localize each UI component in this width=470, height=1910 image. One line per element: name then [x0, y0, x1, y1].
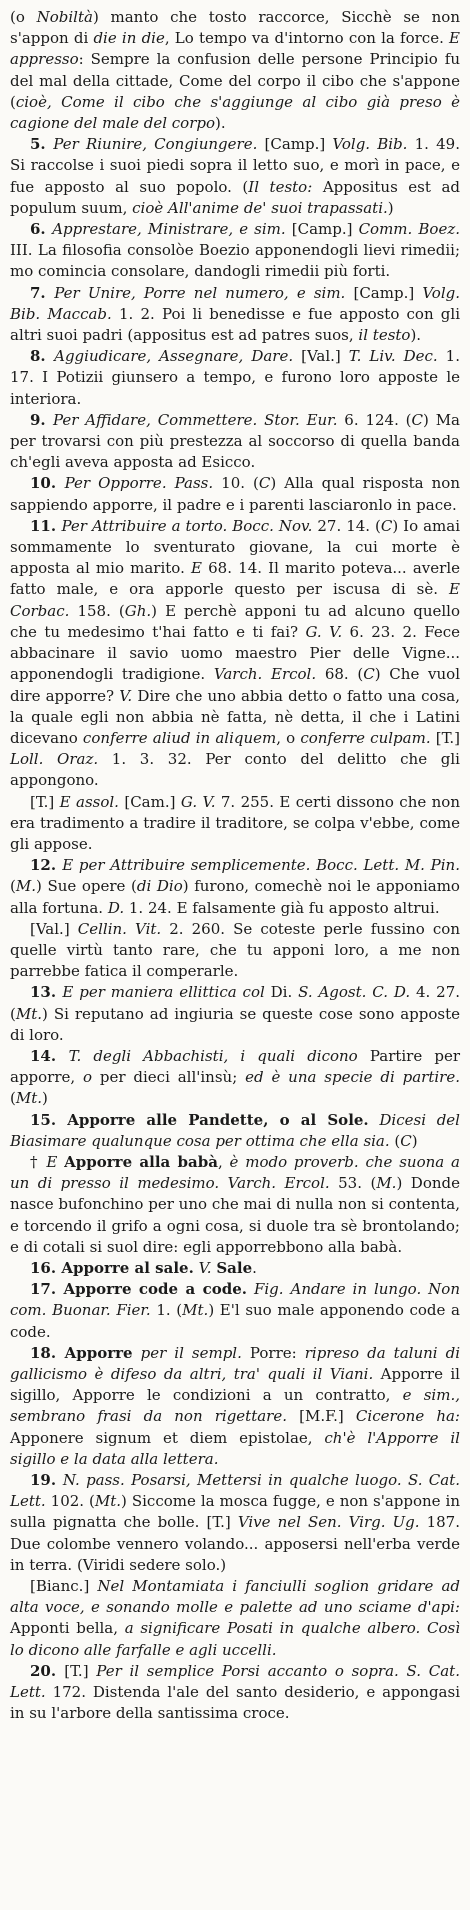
text-run [369, 1111, 380, 1129]
entry-paragraph [10, 346, 460, 410]
italic-run: conferre aliud in aliquem [82, 728, 277, 747]
lemma: Sale [216, 1258, 253, 1277]
text-run: ) Sue opere ( [36, 877, 137, 896]
text-run: 1. ( [150, 1301, 183, 1320]
italic-run: E Corbac. [10, 580, 460, 620]
entry-paragraph [10, 283, 460, 347]
text-run: Appositus est ad populum suum, [10, 177, 460, 217]
italic-run: conferre culpam. [300, 728, 431, 747]
text-run: Apporre il sigillo, Apporre le condizioni a un contratto, [10, 1365, 460, 1405]
paragraph-number: 13. [30, 983, 63, 1002]
text-run: ) Alla qual risposta non sappiendo apporre, il padre e i parenti lasciaronlo in pace. [10, 474, 460, 514]
italic-run: G. V. [180, 792, 216, 811]
italic-run: ch'è l'Apporre il sigillo e la data alla lettera. [10, 1428, 460, 1468]
italic-run: Per Riunire, Congiungere. [53, 135, 258, 154]
italic-run: C [400, 1131, 412, 1150]
text-run: [T.] [430, 728, 461, 747]
italic-run: Comm. Boez. [358, 220, 460, 239]
text-run: 1. 3. 32. Per conto del delitto che gli appongono. [10, 750, 460, 790]
italic-run: E per maniera ellittica col [62, 983, 265, 1002]
text-run: Dire che uno abbia detto o fatto una cosa, la quale egli non abbia nè fatta, nè detta, il che i Latini dicevano [10, 686, 461, 747]
italic-run: M. [376, 1174, 397, 1193]
italic-run: T. Liv. Dec. [348, 347, 438, 366]
text-run: per dieci all'insù; [92, 1068, 246, 1087]
italic-run: M. [15, 877, 36, 896]
italic-run: D. [107, 898, 125, 917]
italic-run: o [83, 1068, 93, 1087]
italic-run: Fig. Andare in lungo. Non com. Buonar. Fier. [10, 1280, 460, 1320]
paragraph-number: 7. [30, 283, 55, 302]
text-run: Porre: [241, 1343, 305, 1362]
italic-run: V. [119, 686, 133, 705]
paragraph-number: 12. [30, 856, 63, 875]
entry-paragraph [10, 1661, 460, 1725]
lemma: Apporre alla babà [64, 1152, 218, 1171]
italic-run: il testo [358, 326, 411, 345]
text-run: 172. Distenda l'ale del santo desiderio, e appongasi in su l'arbore della santissima croce. [10, 1683, 460, 1723]
text-run: [T.] [64, 1661, 97, 1680]
text-run: Partire per apporre, [10, 1046, 460, 1087]
italic-run: è modo proverb. che suona a un di presso il medesimo. Varch. Ercol. [10, 1152, 460, 1193]
text-run: ) Si reputano ad ingiuria se queste cose sono apposte di loro. [10, 1004, 460, 1044]
italic-run: Mt. [94, 1492, 122, 1511]
text-run: ) [42, 1089, 48, 1108]
text-run: III. La filosofia consolòe Boezio apponendogli lievi rimedii; mo comincia consolare, dandogli rimedii più forti. [10, 241, 460, 281]
text-run: ) E'l suo male apponendo code a code. [10, 1301, 460, 1341]
italic-run: Apprestare, Ministrare, e sim. [52, 220, 286, 239]
text-run: ( [389, 1131, 401, 1150]
italic-run: per il sempl. [140, 1343, 242, 1362]
paragraph-number: 10. [30, 474, 65, 493]
italic-run: Mt. [182, 1301, 209, 1320]
text-run: 27. 14. ( [312, 516, 381, 535]
text-run: ) Donde nasce bufonchino per uno che mai di nulla non si contenta, e torcendo il grifo a ogni cosa, si duole tra sè brontolando; e di cotali si suol dire: egli apporrebbono alla babà. [10, 1174, 460, 1256]
italic-run: Volg. Bib. [332, 135, 408, 154]
text-run: 68. ( [316, 665, 364, 684]
entry-paragraph [10, 7, 460, 134]
paragraph-number: 15. [30, 1110, 68, 1129]
italic-run: T. degli Abbachisti, i quali dicono [68, 1046, 358, 1065]
italic-run: a significare Posati in qualche albero. Così lo dicono alle farfalle e agli uccelli. [10, 1619, 460, 1659]
italic-run: Dicesi del Biasimare qualunque cosa per ottima che ella sia. [10, 1110, 460, 1150]
italic-run: Nel Montamiata i fanciulli soglion gridare ad alta voce, e sonando molle e palette ad uno sciame d'api: [10, 1577, 460, 1617]
italic-run: C [380, 516, 393, 535]
paragraph-number: 5. [30, 135, 54, 154]
text-run [247, 1280, 254, 1298]
text-run: ). [215, 114, 226, 133]
paragraph-number: 8. [30, 347, 55, 366]
italic-run: Vive nel Sen. Virg. Ug. [237, 1513, 420, 1532]
italic-run: di Dio [136, 877, 183, 896]
italic-run: die in die [93, 29, 165, 48]
italic-run: Per il semplice Porsi accanto o sopra. S. Cat. Lett. [10, 1661, 460, 1702]
text-run: 1. 17. I Potizii giunsero a tempo, e furono loro apposte le interiora. [10, 347, 460, 408]
text-run: ( [10, 1089, 16, 1108]
text-run: [M.F.] [287, 1407, 356, 1426]
italic-run: E [46, 1152, 58, 1171]
text-run: Apponti bella, [10, 1619, 125, 1638]
text-run: ) [387, 198, 394, 217]
entry-paragraph [10, 982, 460, 1046]
italic-run: Gh. [124, 601, 152, 620]
text-run: 102. ( [45, 1492, 95, 1511]
text-run: [Camp.] [285, 220, 359, 239]
paragraph-number: 6. [30, 220, 53, 239]
text-run: . [252, 1258, 257, 1277]
italic-run: ripreso da taluni di gallicismo è difeso da altri, tra' quali il Viani. [10, 1343, 461, 1383]
text-run: [Camp.] [257, 135, 333, 154]
italic-run: E [191, 559, 202, 578]
text-run: ) E perchè apponi tu ad alcuno quello che tu medesimo t'hai fatto e ti fai? [10, 601, 460, 641]
italic-run: Cicerone ha: [355, 1407, 460, 1426]
italic-run: Mt. [15, 1004, 43, 1023]
entry-paragraph [10, 473, 460, 515]
text-run: (o [10, 8, 37, 26]
paragraph-number: 16. [30, 1258, 62, 1277]
italic-run: G. V. [305, 622, 343, 641]
text-run: 187. Due colombe vennero volando... apposersi nell'erba verde in terra. (Viridi sedere solo.) [10, 1513, 460, 1574]
text-run: 1. 2. Poi li benedisse e fue apposto con gli altri suoi padri (appositus est ad patres suos, [10, 304, 461, 345]
italic-run: E appresso [10, 29, 460, 69]
text-run: 6. 23. 2. Fece abbacinare il savio uomo maestro Pier delle Vigne... apponendogli tradigione. [10, 622, 461, 684]
italic-run: Per Attribuire a torto. Bocc. Nov. [61, 516, 313, 535]
entry-paragraph [10, 1279, 460, 1343]
italic-run: Aggiudicare, Assegnare, Dare. [54, 347, 294, 366]
italic-run: cioè All'anime de' suoi trapassati. [132, 198, 388, 217]
entry-paragraph [10, 1343, 460, 1470]
italic-run: N. pass. Posarsi, Mettersi in qualche luogo. S. Cat. Lett. [10, 1471, 460, 1511]
entry-paragraph [10, 1258, 460, 1279]
text-run: [Camp.] [345, 283, 423, 302]
entry-paragraph [10, 410, 460, 474]
entry-paragraph [10, 919, 460, 983]
text-run: , [217, 1152, 230, 1171]
entry-paragraph [10, 792, 460, 856]
italic-run: Volg. Bib. Maccab. [10, 283, 460, 323]
entry-paragraph [10, 1046, 460, 1110]
text-run: 158. ( [69, 601, 125, 620]
italic-run: Mt. [15, 1089, 43, 1108]
italic-run: ed è una specie di partire. [245, 1068, 460, 1087]
italic-run: E assol. [59, 792, 119, 811]
paragraph-number: 18. [30, 1343, 65, 1362]
text-run: 68. 14. Il marito poteva... averle fatto male, e ora apporle questo per iscusa di sè. [10, 559, 460, 599]
entry-paragraph [10, 1152, 460, 1258]
italic-run: Per Opporre. Pass. [64, 474, 214, 493]
italic-run: S. Agost. C. D. [298, 983, 411, 1002]
paragraph-number: 11. [30, 516, 62, 535]
text-run: [Cam.] [118, 792, 181, 811]
paragraph-number: 20. [30, 1661, 65, 1680]
text-run: 6. 124. ( [337, 410, 412, 429]
text-run: Di. [264, 983, 299, 1002]
italic-run: Cellin. Vit. [77, 919, 162, 938]
text-run: [Bianc.] [30, 1577, 98, 1596]
text-run: † [30, 1152, 47, 1171]
text-run: 1. 49. Si raccolse i suoi piedi sopra il letto suo, e morì in pace, e fue apposto al suo popolo. ( [10, 135, 460, 196]
text-run: , Lo tempo va d'intorno con la force. [164, 29, 450, 48]
text-run: 2. 260. Se coteste perle fussino con quelle virtù tanto rare, che tu apponi loro, a me non parrebbe fatica il comperarle. [10, 919, 461, 981]
entry-paragraph [10, 1110, 460, 1152]
text-run: Apponere signum et diem epistolae, [10, 1428, 325, 1447]
italic-run: Per Unire, Porre nel numero, e sim. [54, 283, 346, 302]
text-run: ) Ma per trovarsi con più prestezza al soccorso di quella banda ch'egli aveva apposta ad Esicco. [10, 410, 460, 472]
text-run: [T.] [30, 792, 60, 811]
text-run: ) furono, comechè noi le apponiamo alla fortuna. [10, 877, 460, 917]
text-run: ) [411, 1131, 418, 1150]
lemma: Apporre [64, 1343, 133, 1362]
italic-run: E per Attribuire semplicemente. Bocc. Lett. M. Pin. [62, 856, 460, 875]
text-run: 4. 27. ( [10, 983, 461, 1023]
italic-run: C [411, 410, 424, 429]
italic-run: Il testo: [248, 177, 313, 196]
text-run: ) Siccome la mosca fugge, e non s'appone in sulla pignatta che bolle. [T.] [10, 1492, 460, 1532]
text-run: 53. ( [329, 1174, 377, 1193]
entry-paragraph [10, 516, 460, 792]
text-run [133, 1344, 141, 1362]
text-run: 1. 24. E falsamente già fu apposto altrui. [124, 898, 440, 917]
text-run: , o [276, 728, 301, 747]
italic-run: cioè, Come il cibo che s'aggiunge al cibo già preso è cagione del male del corpo [10, 92, 460, 133]
text-run: : Sempre la confusion delle persone Principio fu del mal della cittade, Come del corpo il cibo che s'appone ( [10, 50, 460, 111]
entry-paragraph [10, 134, 460, 219]
entry-paragraph [10, 1470, 460, 1576]
text-run: 7. 255. E certi dissono che non era tradimento a tradire il traditore, se colpa v'ebbe, come gli appose. [10, 792, 460, 853]
paragraph-number: 9. [30, 410, 53, 429]
text-run: [Val.] [293, 347, 349, 366]
paragraph-number: 17. [30, 1280, 64, 1299]
italic-run: C [258, 474, 271, 493]
paragraph-number: 14. [30, 1046, 69, 1065]
text-run: ). [410, 326, 422, 345]
italic-run: Nobiltà [36, 8, 93, 26]
italic-run: C [363, 665, 375, 684]
entry-paragraph [10, 219, 460, 283]
entry-paragraph [10, 855, 460, 919]
italic-run: e sim., sembrano frasi da non rigettare. [10, 1386, 460, 1426]
text-run: ) Io amai sommamente lo sventurato giovane, la cui morte è apposta al mio marito. [10, 516, 460, 578]
text-run: ) Che vuol dire apporre? [10, 665, 460, 705]
entry-paragraph [10, 1576, 460, 1661]
paragraph-number: 19. [30, 1471, 63, 1490]
text-run: [Val.] [30, 919, 78, 938]
lemma: Apporre alle Pandette, o al Sole. [67, 1110, 369, 1129]
lemma: Apporre al sale. [61, 1258, 194, 1277]
italic-run: Loll. Oraz. [10, 750, 99, 769]
italic-run: Varch. Ercol. [213, 665, 317, 684]
italic-run: V. [198, 1258, 212, 1277]
text-run: 10. ( [213, 474, 259, 493]
italic-run: Per Affidare, Commettere. Stor. Eur. [52, 410, 338, 429]
text-run: ) manto che tosto raccorce, Sicchè se non s'appon di [10, 8, 460, 48]
text-run: ( [10, 877, 16, 896]
lemma: Apporre code a code. [63, 1280, 247, 1299]
